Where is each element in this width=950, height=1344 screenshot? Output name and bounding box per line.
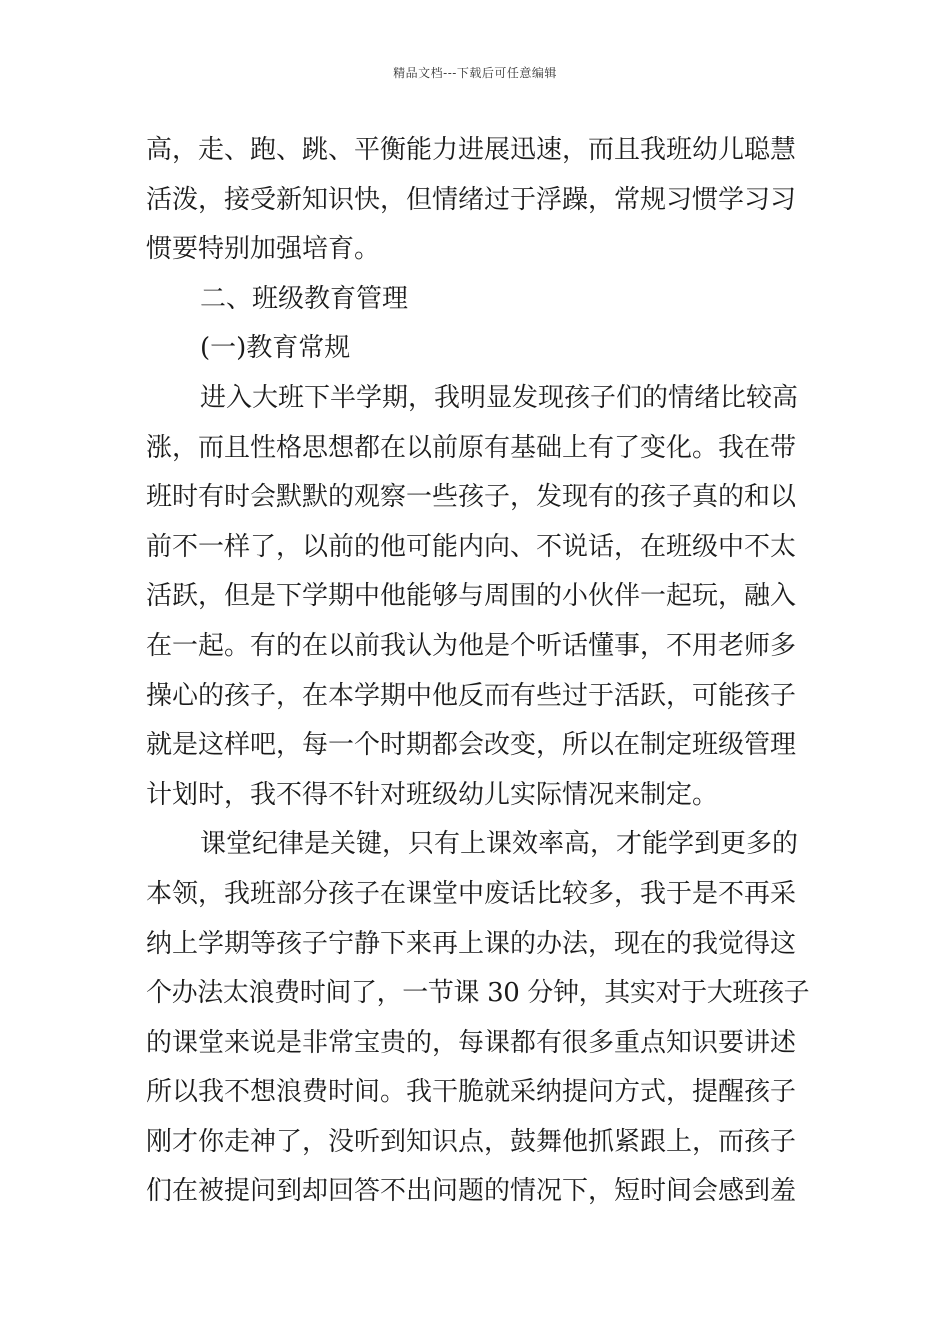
text-line: 课堂纪律是关键，只有上课效率高，才能学到更多的 [200,829,799,860]
text-line: 活跃，但是下学期中他能够与周围的小伙伴一起玩，融入 [146,581,797,612]
text-line: 班时有时会默默的观察一些孩子，发现有的孩子真的和以 [146,482,797,513]
text-line: 进入大班下半学期，我明显发现孩子们的情绪比较高 [200,382,799,413]
text-line: 们在被提问到却回答不出问题的情况下，短时间会感到羞 [146,1176,797,1207]
text-line: 惯要特别加强培育。 [146,234,381,265]
text-line: 就是这样吧，每一个时期都会改变，所以在制定班级管理 [146,730,797,761]
page-header: 精品文档---下载后可任意编辑 [393,66,557,80]
text-line: 活泼，接受新知识快，但情绪过于浮躁，常规习惯学习习 [146,184,797,215]
text-line: 所以我不想浪费时间。我干脆就采纳提问方式，提醒孩子 [146,1077,797,1108]
text-line: 二、班级教育管理 [200,283,409,314]
text-line: 纳上学期等孩子宁静下来再上课的办法，现在的我觉得这 [146,928,797,959]
text-line: (一)教育常规 [200,333,351,364]
text-line: 高，走、跑、跳、平衡能力进展迅速，而且我班幼儿聪慧 [146,135,797,165]
text-line: 刚才你走神了，没听到知识点，鼓舞他抓紧跟上，而孩子 [146,1126,797,1157]
text-line: 的课堂来说是非常宝贵的，每课都有很多重点知识要讲述 [146,1027,797,1058]
text-line: 在一起。有的在以前我认为他是个听话懂事，不用老师多 [146,630,797,661]
text-line: 本领，我班部分孩子在课堂中废话比较多，我于是不再采 [146,878,797,909]
text-line: 操心的孩子，在本学期中他反而有些过于活跃，可能孩子 [146,680,797,711]
document-body [146,126,810,1217]
text-line: 前不一样了，以前的他可能内向、不说话，在班级中不太 [146,531,797,562]
text-line: 涨，而且性格思想都在以前原有基础上有了变化。我在带 [146,432,797,463]
text-line: 计划时，我不得不针对班级幼儿实际情况来制定。 [146,779,719,810]
text-line: 个办法太浪费时间了，一节课 30 分钟，其实对于大班孩子 [146,978,810,1009]
